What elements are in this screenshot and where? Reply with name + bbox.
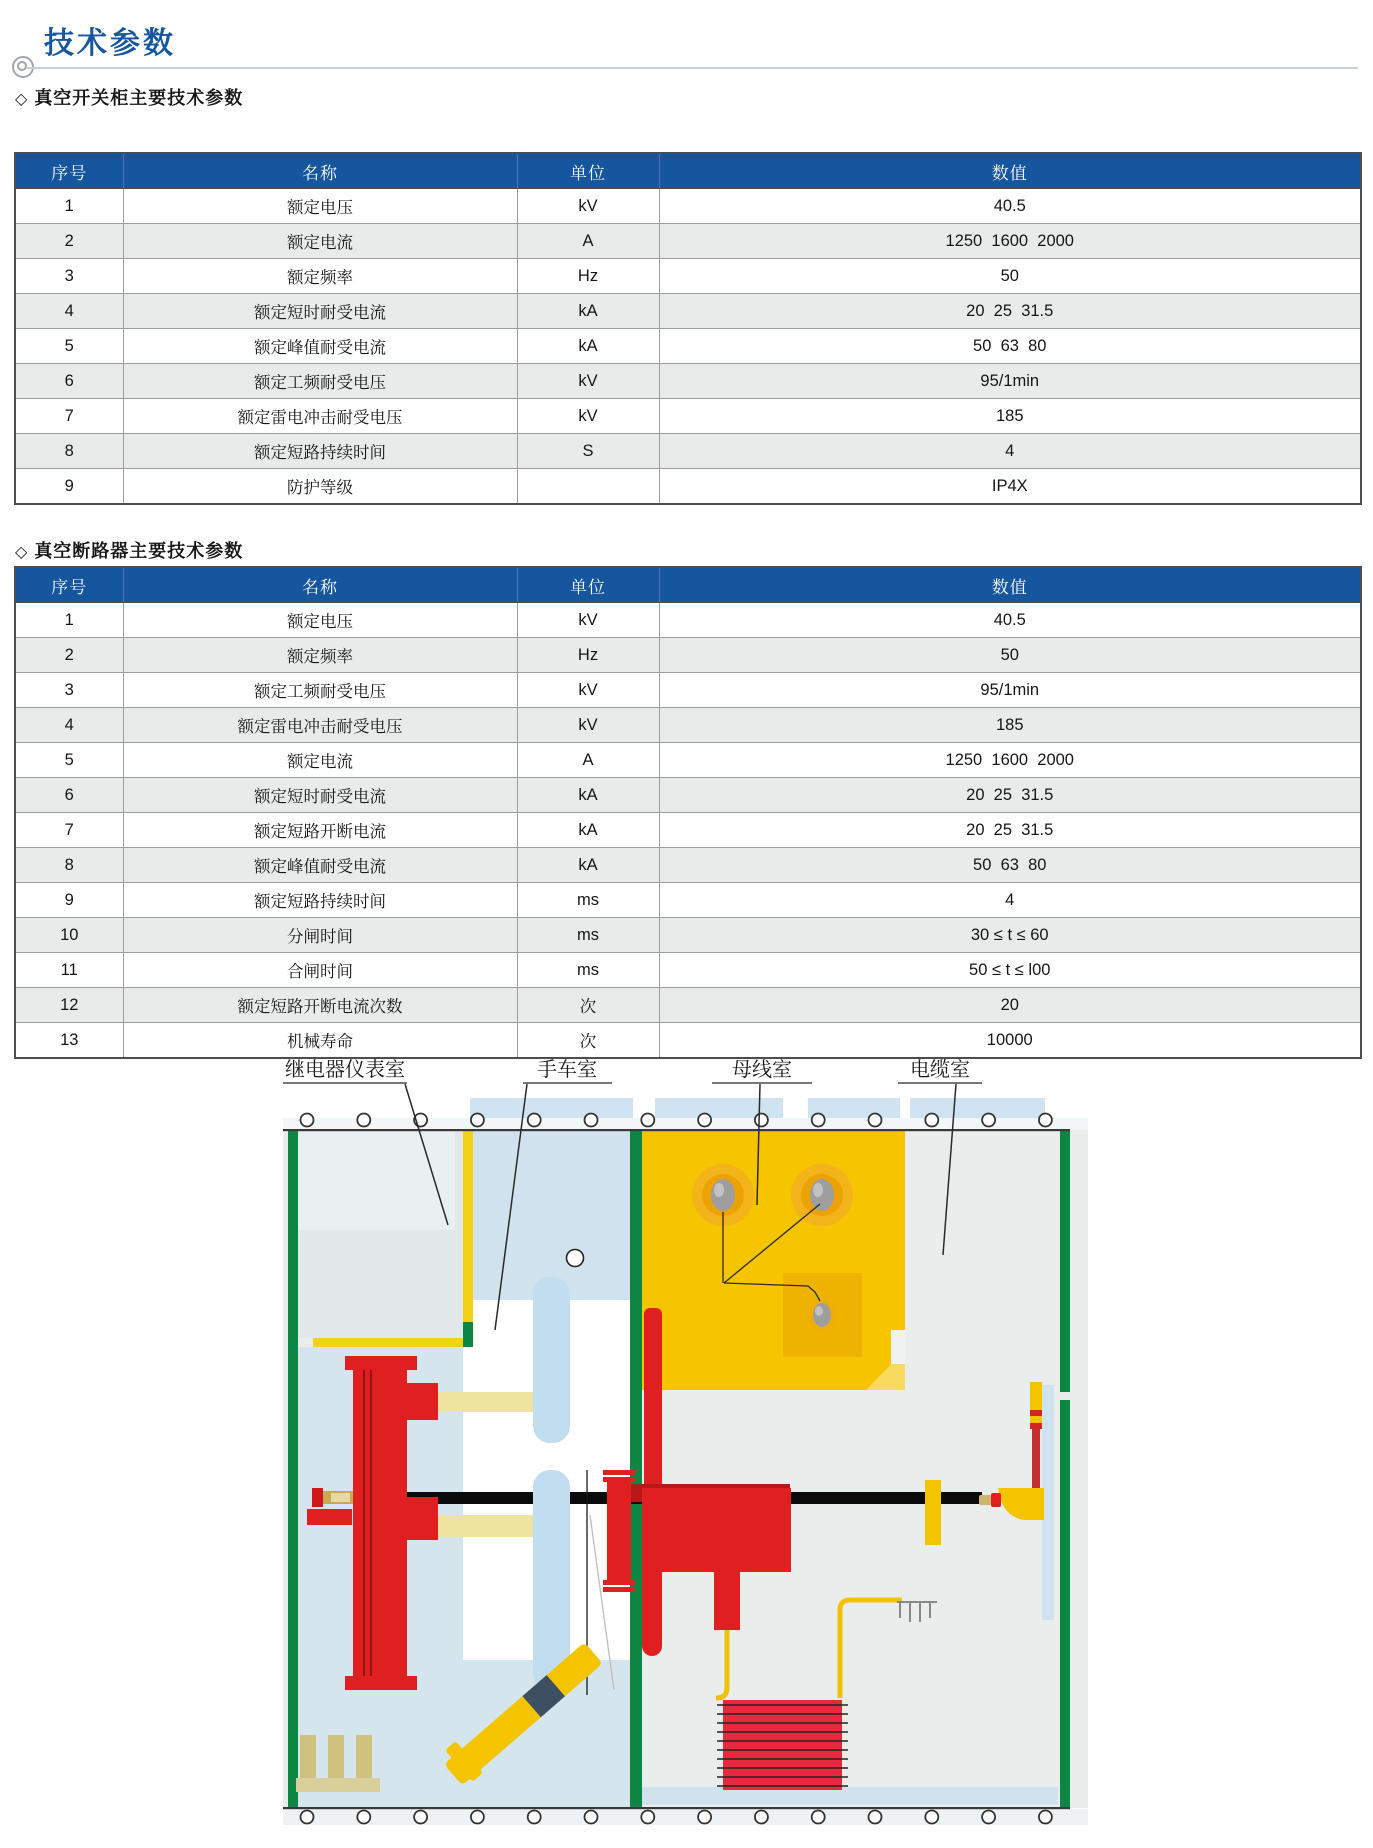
table-cell: kV: [517, 708, 659, 743]
insulator-pillar: [533, 1277, 570, 1443]
instrument-chamber-highlight: [298, 1130, 455, 1230]
label-instrument-room: 继电器仪表室: [285, 1059, 405, 1081]
table-cell: 1: [15, 603, 123, 638]
table-cell: 额定峰值耐受电流: [123, 848, 517, 883]
table-cell: 4: [659, 434, 1361, 469]
table-cell: 次: [517, 1023, 659, 1059]
shaft-coupling-highlight: [331, 1493, 350, 1502]
title-divider: [26, 67, 1358, 69]
table-cell: 5: [15, 743, 123, 778]
table-cell: 额定峰值耐受电流: [123, 329, 517, 364]
table-row: [15, 988, 1361, 1023]
bolt-icon: [812, 1114, 825, 1127]
table-cell: 防护等级: [123, 469, 517, 505]
table-cell: kV: [517, 673, 659, 708]
table-cell: 20 25 31.5: [659, 778, 1361, 813]
table-cell: 3: [15, 259, 123, 294]
table-cell: Hz: [517, 638, 659, 673]
insulator-pillar: [533, 1470, 570, 1690]
top-rail: [283, 1118, 1088, 1130]
col-header-name: 名称: [123, 567, 517, 603]
busbar-riser: [644, 1308, 662, 1490]
table-cell: 40.5: [659, 189, 1361, 224]
table-cell: 11: [15, 953, 123, 988]
table-cell: 6: [15, 364, 123, 399]
bolt-icon: [357, 1811, 370, 1824]
table-cell: 额定短路持续时间: [123, 883, 517, 918]
bolt-icon: [812, 1811, 825, 1824]
table-cell: 50: [659, 638, 1361, 673]
bolt-icon: [869, 1811, 882, 1824]
table-cell: 机械寿命: [123, 1023, 517, 1059]
table-cell: ms: [517, 883, 659, 918]
bolt-icon: [471, 1114, 484, 1127]
table-cell: [517, 469, 659, 505]
table-cell: 13: [15, 1023, 123, 1059]
col-header-unit: 单位: [517, 153, 659, 189]
table-cell: 30 ≤ t ≤ 60: [659, 918, 1361, 953]
bolt-icon: [414, 1811, 427, 1824]
table-cell: 1250 1600 2000: [659, 743, 1361, 778]
upper-contact-arm: [438, 1392, 541, 1412]
table-cell: 7: [15, 399, 123, 434]
table-cell: 185: [659, 708, 1361, 743]
col-header-unit: 单位: [517, 567, 659, 603]
bolt-icon: [528, 1114, 541, 1127]
table-row: [15, 953, 1361, 988]
label-busbar-room: 母线室: [732, 1059, 792, 1081]
table-cell: 合闸时间: [123, 953, 517, 988]
table-cell: 10: [15, 918, 123, 953]
table-cell: 8: [15, 434, 123, 469]
table-cell: 50 ≤ t ≤ l00: [659, 953, 1361, 988]
table-cell: 额定频率: [123, 638, 517, 673]
table-row: [15, 673, 1361, 708]
table-cell: 分闸时间: [123, 918, 517, 953]
table-cell: kA: [517, 848, 659, 883]
table-cell: 50: [659, 259, 1361, 294]
table-cell: 2: [15, 224, 123, 259]
table-cell: 2: [15, 638, 123, 673]
drawer-slides: [296, 1735, 380, 1792]
table-row: [15, 778, 1361, 813]
col-header-value: 数值: [659, 153, 1361, 189]
table-cell: 50 63 80: [659, 329, 1361, 364]
table-cell: Hz: [517, 259, 659, 294]
table-cell: 额定短路持续时间: [123, 434, 517, 469]
busbar-bushing: [791, 1164, 853, 1226]
table-cell: 6: [15, 778, 123, 813]
table-row: [15, 434, 1361, 469]
col-header-index: 序号: [15, 567, 123, 603]
bolt-icon: [585, 1114, 598, 1127]
table-cell: 4: [15, 294, 123, 329]
table-cell: 20 25 31.5: [659, 294, 1361, 329]
table-cell: 额定工频耐受电压: [123, 364, 517, 399]
table-cell: 额定雷电冲击耐受电压: [123, 708, 517, 743]
table-cell: 8: [15, 848, 123, 883]
switchgear-spec-table: [14, 152, 1362, 505]
section-heading-switchgear: [15, 84, 243, 110]
table-header: [15, 567, 1361, 603]
table-cell: 50 63 80: [659, 848, 1361, 883]
table-cell: 额定短时耐受电流: [123, 294, 517, 329]
porthole-icon: [567, 1250, 584, 1267]
flexible-connector: [603, 1470, 635, 1592]
bottom-rail-line: [283, 1807, 1070, 1809]
bolt-icon: [528, 1811, 541, 1824]
table-row: [15, 294, 1361, 329]
section-heading-text: 真空开关柜主要技术参数: [34, 88, 244, 108]
table-cell: kA: [517, 813, 659, 848]
green-stub: [463, 1322, 473, 1347]
table-cell: 3: [15, 673, 123, 708]
table-cell: IP4X: [659, 469, 1361, 505]
table-cell: 4: [15, 708, 123, 743]
bolt-icon: [1039, 1811, 1052, 1824]
table-cell: 40.5: [659, 603, 1361, 638]
bolt-icon: [698, 1114, 711, 1127]
right-wall: [1060, 1400, 1070, 1808]
table-row: [15, 603, 1361, 638]
table-cell: 20: [659, 988, 1361, 1023]
diamond-icon: ◇: [15, 91, 29, 108]
left-wall: [288, 1130, 298, 1808]
table-cell: 额定电压: [123, 189, 517, 224]
table-cell: 95/1min: [659, 673, 1361, 708]
table-cell: 4: [659, 883, 1361, 918]
table-cell: 9: [15, 469, 123, 505]
table-row: [15, 329, 1361, 364]
right-wall: [1060, 1130, 1070, 1392]
yellow-shelf: [313, 1338, 463, 1347]
table-row: [15, 189, 1361, 224]
table-cell: ms: [517, 953, 659, 988]
bolt-icon: [471, 1811, 484, 1824]
table-cell: 1250 1600 2000: [659, 224, 1361, 259]
bolt-icon: [925, 1114, 938, 1127]
table-cell: 7: [15, 813, 123, 848]
col-header-value: 数值: [659, 567, 1361, 603]
table2-body: [15, 603, 1361, 1059]
bolt-icon: [925, 1811, 938, 1824]
bolt-icon: [755, 1811, 768, 1824]
bolt-icon: [357, 1114, 370, 1127]
table-row: [15, 364, 1361, 399]
cabinet-diagram: [0, 1030, 1373, 1848]
handcart-upper-panel: [473, 1130, 633, 1300]
table-row: [15, 883, 1361, 918]
col-header-name: 名称: [123, 153, 517, 189]
table-cell: kV: [517, 603, 659, 638]
table-cell: 额定工频耐受电压: [123, 673, 517, 708]
breaker-spec-table: [14, 566, 1362, 1059]
table-cell: 185: [659, 399, 1361, 434]
lower-contact-arm: [438, 1515, 541, 1537]
table-cell: 额定电流: [123, 743, 517, 778]
table-row: [15, 259, 1361, 294]
table-cell: 额定短时耐受电流: [123, 778, 517, 813]
table-row: [15, 469, 1361, 505]
table-cell: 额定电流: [123, 224, 517, 259]
bolt-icon: [585, 1811, 598, 1824]
shaft-end-cap: [312, 1488, 323, 1507]
table-row: [15, 918, 1361, 953]
table-cell: kA: [517, 329, 659, 364]
table-cell: kV: [517, 189, 659, 224]
table-cell: kA: [517, 294, 659, 329]
table-cell: 5: [15, 329, 123, 364]
bolt-icon: [698, 1811, 711, 1824]
table-cell: 额定电压: [123, 603, 517, 638]
table-cell: kV: [517, 399, 659, 434]
shaft-bracket: [307, 1509, 352, 1525]
label-cable-room: 电缆室: [910, 1059, 970, 1081]
cable-chamber-floor: [642, 1787, 1058, 1805]
bolt-icon: [869, 1114, 882, 1127]
table-cell: kV: [517, 364, 659, 399]
table-cell: A: [517, 743, 659, 778]
section-heading-text: 真空断路器主要技术参数: [34, 541, 244, 561]
section-heading-breaker: [15, 537, 243, 563]
table-cell: 额定雷电冲击耐受电压: [123, 399, 517, 434]
busbar-bushing: [807, 1300, 837, 1330]
table1-body: [15, 189, 1361, 505]
table-row: [15, 708, 1361, 743]
table-cell: ms: [517, 918, 659, 953]
table-cell: 20 25 31.5: [659, 813, 1361, 848]
yellow-partition: [463, 1130, 473, 1322]
bolt-icon: [641, 1811, 654, 1824]
table-cell: 12: [15, 988, 123, 1023]
table-row: [15, 743, 1361, 778]
table-cell: 1: [15, 189, 123, 224]
table-cell: 次: [517, 988, 659, 1023]
bolt-icon: [982, 1114, 995, 1127]
table-cell: 9: [15, 883, 123, 918]
table-cell: 额定短路开断电流: [123, 813, 517, 848]
bolt-icon: [641, 1114, 654, 1127]
table-cell: 额定短路开断电流次数: [123, 988, 517, 1023]
page-title: 技术参数: [44, 27, 176, 60]
table-row: [15, 848, 1361, 883]
busbar-chamber: [642, 1130, 905, 1390]
diamond-icon: ◇: [15, 544, 29, 561]
table-row: [15, 399, 1361, 434]
bolt-icon: [1039, 1114, 1052, 1127]
bolt-icon: [755, 1114, 768, 1127]
busbar-notch: [891, 1330, 905, 1364]
table-row: [15, 638, 1361, 673]
table-cell: S: [517, 434, 659, 469]
col-header-index: 序号: [15, 153, 123, 189]
bolt-icon: [301, 1114, 314, 1127]
table-cell: kA: [517, 778, 659, 813]
table-row: [15, 813, 1361, 848]
bolt-icon: [982, 1811, 995, 1824]
middle-partition: [630, 1130, 642, 1808]
table-header: [15, 153, 1361, 189]
table-cell: 95/1min: [659, 364, 1361, 399]
bolt-icon: [301, 1811, 314, 1824]
table-cell: 额定频率: [123, 259, 517, 294]
table-row: [15, 224, 1361, 259]
bottom-rail: [283, 1809, 1088, 1825]
table-cell: 10000: [659, 1023, 1361, 1059]
ring-inner-icon: [17, 61, 27, 71]
table-cell: A: [517, 224, 659, 259]
label-handcart-room: 手车室: [537, 1059, 597, 1081]
